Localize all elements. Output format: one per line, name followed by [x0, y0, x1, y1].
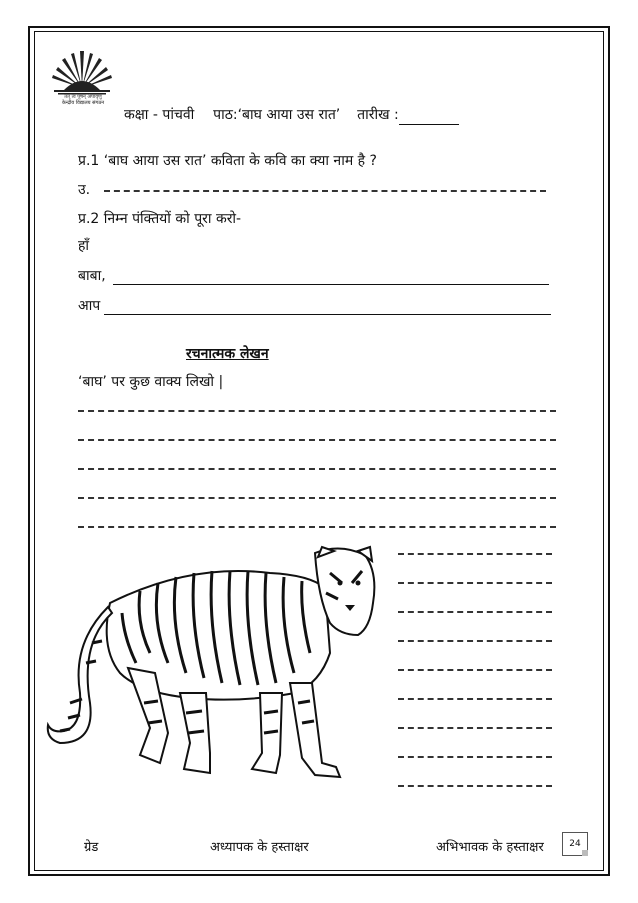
answer-1-line[interactable]	[104, 190, 546, 192]
logo-org-name: केन्द्रीय विद्यालय संगठन	[61, 100, 105, 106]
writing-line-short[interactable]	[398, 698, 552, 700]
page-number: 24	[562, 832, 588, 856]
writing-line[interactable]	[78, 439, 556, 441]
question-2-line-1: हाँ	[78, 238, 90, 254]
logo-motto: तत् त्वं पूषन् अपावृणु	[64, 94, 102, 100]
writing-line-short[interactable]	[398, 582, 552, 584]
writing-prompt: ‘बाघ’ पर कुछ वाक्य लिखो |	[78, 374, 224, 390]
writing-line-short[interactable]	[398, 669, 552, 671]
writing-line[interactable]	[78, 468, 556, 470]
tiger-illustration	[40, 543, 390, 793]
writing-line[interactable]	[78, 526, 556, 528]
question-2-blank-3[interactable]	[104, 314, 551, 315]
answer-1-prefix: उ.	[78, 182, 91, 198]
teacher-signature-label: अध्यापक के हस्ताक्षर	[210, 840, 309, 855]
parent-signature-label: अभिभावक के हस्ताक्षर	[436, 840, 544, 855]
writing-line-short[interactable]	[398, 727, 552, 729]
writing-line-short[interactable]	[398, 553, 552, 555]
section-title: रचनात्मक लेखन	[186, 346, 269, 362]
worksheet-header	[124, 105, 459, 125]
lesson-label: पाठ:‘बाघ आया उस रात’	[213, 107, 341, 123]
question-2-blank-2[interactable]	[113, 284, 549, 285]
writing-line-short[interactable]	[398, 611, 552, 613]
writing-line[interactable]	[78, 410, 556, 412]
writing-line-short[interactable]	[398, 785, 552, 787]
date-blank[interactable]	[399, 110, 459, 125]
date-label: तारीख :	[357, 107, 399, 123]
question-2: प्र.2 निम्न पंक्तियों को पूरा करो-	[78, 211, 242, 227]
writing-line[interactable]	[78, 497, 556, 499]
grade-label: ग्रेड	[84, 840, 99, 855]
question-2-line-3: आप	[78, 298, 101, 314]
class-label: कक्षा - पांचवी	[124, 107, 195, 123]
question-2-line-2: बाबा,	[78, 268, 106, 284]
writing-line-short[interactable]	[398, 756, 552, 758]
question-1: प्र.1 ‘बाघ आया उस रात’ कविता के कवि का क्या नाम है ?	[78, 153, 377, 169]
writing-line-short[interactable]	[398, 640, 552, 642]
